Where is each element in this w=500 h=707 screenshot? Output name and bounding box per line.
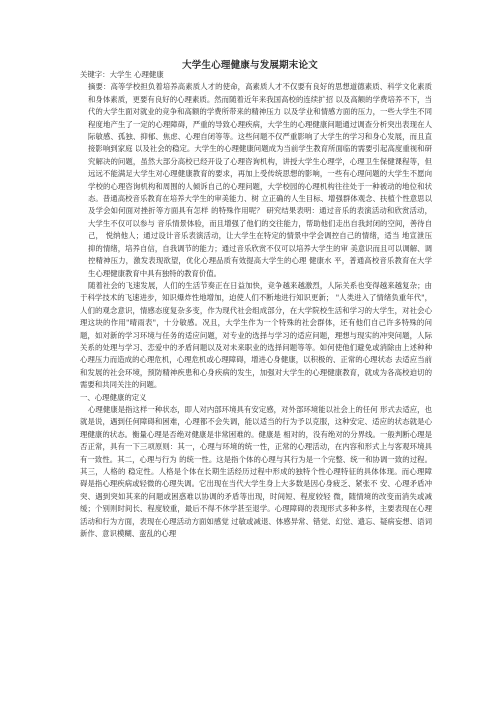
definition-paragraph: 心理健康是指这样一种状态，即人对内部环境具有安定感，对外部环境能以社会上的任何 形式去适应，也就是说，遇到任何障碍和困难，心理都不会失调，能以适当的行为予以克服，这种安定、适应的状态就是心理健康的状态。衡量心理是否绝对健康是非常困难的。健康是 相对的，没有绝对的分界线。一般判断心理是否正常，具有一下三项原则：其一，心理与环境的统一性，正常的心理活动，在内容和形式上与客观环境具有一致性。其二，心理与行为 的统一性。这是指个体的心理与其行为是一个完整、统一和协调一致的过程。其三，人格的 稳定性。人格是个体在长期生活经历过程中形成的独特个性心理特征的具体体现。而心理障 碍是指心理疾病或轻微的心理失调。它出现在当代大学生身上大多数是因心身疲乏、紧张不 安、心理矛盾冲突、遇到突如其来的问题或困惑难以协调的矛盾等出现，时间短、程度较轻 微，随情境的改变而消失或减缓；个别则时间长、程度较重，最后不得不休学甚至退学。心理障碍的表现形式多种多样，主要表现在心理活动和行为方面，表现在心理活动方面如感觉 过敏或减退、体感异常、错觉、幻觉、遗忘、疑病妄想、语词新作、意识模糊、蛮乱的心理 — [80, 404, 432, 539]
keywords-line: 关键字：大学生 心理健康 — [80, 70, 164, 79]
document-title: 大学生心理健康与发展期末论文 — [182, 60, 318, 71]
document-body — [80, 69, 432, 540]
abstract-paragraph: 摘要：高等学校担负着培养高素质人才的使命，高素质人才不仅要有良好的思想道德素质、科学文化素质和身体素质，更要有良好的心理素质。然而随着近年来我国高校的连续扩招 以及高额的学费培养不下，当代的大学生面对就业的竞争和高额的学费所带来的精神压力 以及学业和情感方面的压力，一些大学生不同程度地产生了一定的心理障碍，严重的导致心理疾病，大学生的心理健康问题通过调查分析突出表现在人际敏感、孤独、抑郁、焦虑、心理自闭等等。这些问题不仅严重影响了大学生的学习和身心发展，而且直接影响到家庭 以及社会的稳定。大学生的心理健康问题成为当前学生教育所面临的需要引起高度重视和研究解决的问题，虽然大部分高校已经开设了心理咨询机构，讲授大学生心理学，心理卫生保健课程等，但远远不能满足大学生对心理健康教育的要求，再加上受传统思想的影响，一些有心理问题的大学生不愿向学校的心理咨询机构和周围的人倾诉自己的心理问题，大学校园的心理机构往往处于一种被动的地位和状态。普通高校音乐教育在培养大学生的审美能力、树 立正确的人生目标、增强群体观念、扶植个性意思以及学会如何面对挫折等方面具有怎样 的特殊作用呢？ 研究结果表明：通过音乐的表演活动和欣赏活动，大学生不仅可以参与 音乐情景体验，而且增强了他们的交往能力，帮助他们走出自我封闭的空间，善待自己， 悦纳他人；通过设计音乐表演活动，让大学生在特定的情景中学会调控自己的情绪，适当 地宣泄压抑的情绪，培养自信，自我调节的能力；通过音乐欣赏不仅可以培养大学生的审 美意识而且可以调解、调控精神压力，激发表现欲望，优化心理品质有效提高大学生的心理 健康水 平，普通高校音乐教育在大学生心理健康教育中具有独特的教育价值。 — [88, 82, 432, 278]
section-heading: 一、心理健康的定义 — [80, 392, 147, 402]
intro-paragraph: 随着社会的飞速发展，人们的生活节奏正在日益加快，竞争越来越激烈，人际关系也变得越来越复杂；由于科学技术的飞速进步，知识爆炸性地增加，迫使人们不断地进行知识更新； "人类进入了情绪负重年代"，人们的观念意识，情感态度复杂多变，作为现代社会组成部分，在大学院校生活和学习的大学生，对社会心理这块的作用"晴雨表"，十分敏感。况且，大学生作为一个特殊的社会群体，还有他们自己许多特殊的问题，如对新的学习环境与任务的适应问题，对专业的选择与学习的适应问题，理想与现实的冲突问题，人际关系的处理与学习、恋爱中的矛盾问题以及对未来职业的选择问题等等。如何使他们避免或消除由上述种种心理压力而造成的心理危机，心理危机或心理障碍，增进心身健康，以积极的、正常的心理状态 去适应当前和发展的社会环境，预防精神疾患和心身疾病的发生，加强对大学生的心理健康教育，就成为各高校迫切的需要和共同关注的问题。 — [80, 280, 432, 390]
